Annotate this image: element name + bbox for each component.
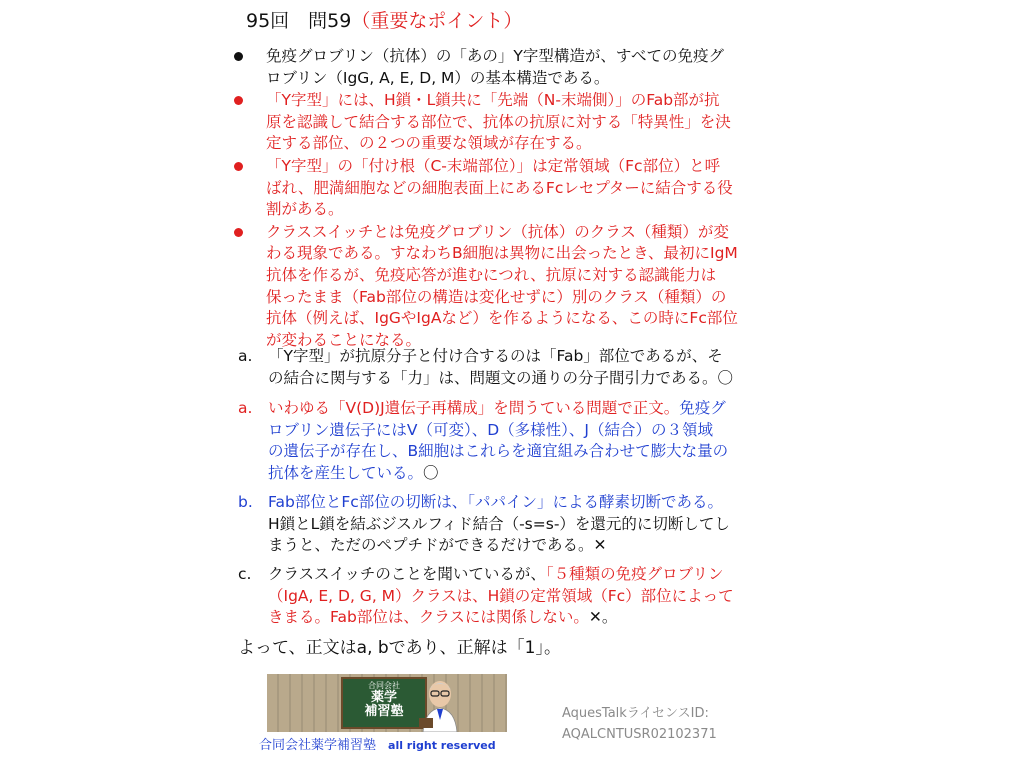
answer-line: （IgA, E, D, G, M）クラスは、H鎖の定常領域（Fc）部位によって <box>268 586 734 605</box>
answer-marker: a. <box>238 399 253 417</box>
license-line2: AQALCNTUSR02102371 <box>562 727 717 742</box>
answer-line: 「Y字型」が抗原分子と付け合するのは「Fab」部位であるが、そ <box>268 347 723 365</box>
board-small-text: 合同会社 <box>368 681 400 690</box>
bullet-point <box>228 156 793 221</box>
bullet-line: 割がある。 <box>266 200 344 219</box>
answer-red-text: 「５種類の免疫グロブリン <box>545 565 724 583</box>
answer-c <box>238 564 788 629</box>
bullet-line: クラススイッチとは免疫グロブリン（抗体）のクラス（種類）が変 <box>266 222 729 241</box>
answer-a-first <box>238 346 788 389</box>
title-accent: （重要なポイント） <box>351 10 523 32</box>
title-main: 95回 問59 <box>246 10 352 32</box>
license-info <box>562 703 717 745</box>
bullet-line: 「Y字型」には、H鎖・L鎖共に「先端（N-末端側）」のFab部が抗 <box>266 91 720 110</box>
bullet-line: 抗体（例えば、IgGやIgAなど）を作るようになる、この時にFc部位 <box>266 309 738 328</box>
bullet-line: が変わることになる。 <box>266 330 422 349</box>
board-line1: 薬学 <box>370 690 397 705</box>
slide-title <box>246 8 522 34</box>
answer-a-second <box>238 398 788 484</box>
answer-marker: b. <box>238 493 253 511</box>
answer-blue-text: 免疫グ <box>679 399 726 417</box>
answer-mark: 〇 <box>423 463 439 482</box>
bullet-line: 保ったまま（Fab部位の構造は変化せずに）別のクラス（種類）の <box>266 287 727 306</box>
conclusion: よって、正文はa, bであり、正解は「1」。 <box>238 638 561 658</box>
bullet-line: 定する部位、の２つの重要な領域が存在する。 <box>266 134 592 153</box>
answer-line: の結合に関与する「力」は、問題文の通りの分子間引力である。〇 <box>268 368 734 387</box>
answer-marker: c. <box>238 565 252 583</box>
bullet-dot-icon <box>234 96 243 105</box>
bullet-dot-icon <box>234 162 243 171</box>
answer-mark: ✕。 <box>588 608 618 627</box>
bullet-dot-icon <box>234 52 243 61</box>
board-line2: 補習塾 <box>364 704 404 719</box>
license-line1: AquesTalkライセンスID: <box>562 706 709 721</box>
answer-line: の遺伝子が存在し、B細胞はこれらを適宜組み合わせて膨大な量の <box>268 442 729 461</box>
answer-line: ロブリン遺伝子にはV（可変）、D（多様性）、J（結合）の３領域 <box>268 420 713 439</box>
key-points-list <box>228 46 793 352</box>
rights-text: all right reserved <box>388 739 496 752</box>
answer-marker: a. <box>238 347 253 365</box>
bullet-line: ロブリン（IgG, A, E, D, M）の基本構造である。 <box>266 68 610 87</box>
answer-line: まうと、ただのペプチドができるだけである。✕ <box>268 536 607 555</box>
bullet-line: 「Y字型」の「付け根（C-末端部位）」は定常領域（Fc部位）と呼 <box>266 156 721 175</box>
answer-line: H鎖とL鎖を結ぶジスルフィド結合（-s=s-）を還元的に切断してし <box>268 514 730 533</box>
teacher-illustration-icon <box>415 678 465 732</box>
company-name: 合同会社薬学補習塾 <box>259 738 377 753</box>
bullet-line: 抗体を作るが、免疫応答が進むにつれ、抗原に対する認識能力は <box>266 265 717 284</box>
bullet-line: わる現象である。すなわちB細胞は異物に出会ったとき、最初にIgM <box>266 244 738 263</box>
bullet-dot-icon <box>234 228 243 237</box>
company-banner <box>267 674 507 732</box>
answer-black-text: クラススイッチのことを聞いているが、 <box>268 565 546 583</box>
bullet-line: 免疫グロブリン（抗体）の「あの」Y字型構造が、すべての免疫グ <box>266 47 725 65</box>
answer-red-text: いわゆる「V(D)J遺伝子再構成」を問うている問題で正文。 <box>268 399 680 417</box>
bullet-point <box>228 222 793 352</box>
answer-b <box>238 492 788 557</box>
bullet-line: ばれ、肥満細胞などの細胞表面上にあるFcレセプターに結合する役 <box>266 178 733 197</box>
bullet-point <box>228 46 793 89</box>
answer-blue-text: Fab部位とFc部位の切断は、「パパイン」による酵素切断である。 <box>268 493 724 511</box>
answer-line: 抗体を産生している。 <box>268 463 424 482</box>
footer-company <box>259 738 496 754</box>
bullet-point <box>228 90 793 155</box>
bullet-line: 原を認識して結合する部位で、抗体の抗原に対する「特異性」を決 <box>266 112 731 131</box>
answer-line: きまる。Fab部位は、クラスには関係しない。 <box>268 608 589 627</box>
